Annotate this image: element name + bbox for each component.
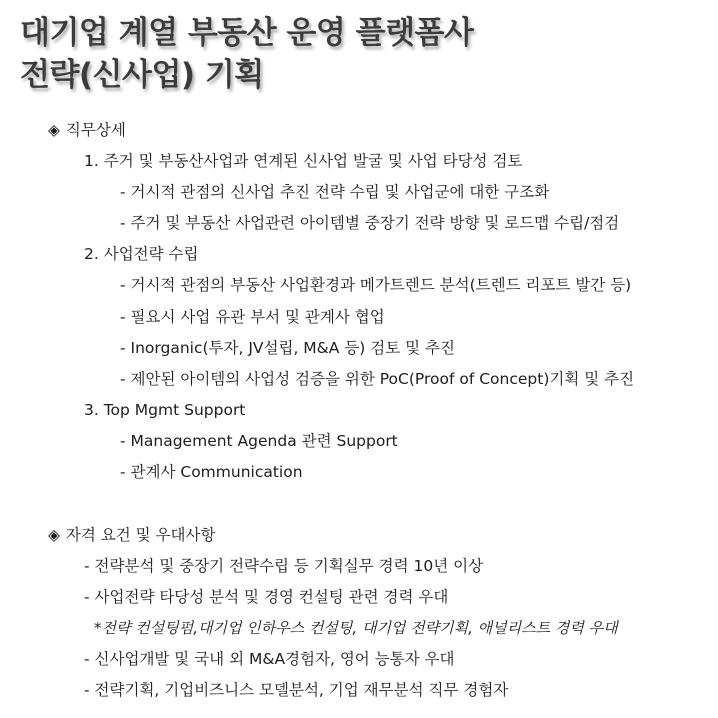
duty-item-3: 3. Top Mgmt Support (84, 401, 246, 419)
page-title-line-2: 전략(신사업) 기획 (20, 57, 264, 93)
duty-item-1-detail: - 주거 및 부동산 사업관련 아이템별 중장기 전략 방향 및 로드맵 수립/점검 (120, 214, 620, 232)
section-heading-qualifications (48, 525, 215, 545)
qualification-item: - 전략분석 및 중장기 전략수립 등 기획실무 경력 10년 이상 (84, 557, 484, 575)
duty-item-1: 1. 주거 및 부동산사업과 연계된 신사업 발굴 및 사업 타당성 검토 (84, 152, 523, 170)
duty-item-2-detail: - 필요시 사업 유관 부서 및 관계사 협업 (120, 308, 385, 326)
duty-item-2-detail: - Inorganic(투자, JV설립, M&A 등) 검토 및 추진 (120, 339, 455, 357)
diamond-bullet-icon: ◈ (48, 121, 60, 139)
section-heading-label: 직무상세 (65, 121, 126, 139)
page-title-line-1: 대기업 계열 부동산 운영 플랫폼사 (20, 15, 474, 51)
duty-item-3-detail: - 관계사 Communication (120, 463, 303, 481)
section-heading-label: 자격 요건 및 우대사항 (65, 526, 216, 544)
duty-item-2-detail: - 거시적 관점의 부동산 사업환경과 메가트렌드 분석(트렌드 리포트 발간 등) (120, 276, 632, 294)
qualification-item: - 신사업개발 및 국내 외 M&A경험자, 영어 능통자 우대 (84, 650, 455, 668)
diamond-bullet-icon: ◈ (48, 526, 60, 544)
qualification-item: - 사업전략 타당성 분석 및 경영 컨설팅 관련 경력 우대 (84, 588, 449, 606)
section-heading-duties (48, 120, 126, 140)
duty-item-3-detail: - Management Agenda 관련 Support (120, 432, 398, 450)
qualification-item: - 전략기획, 기업비즈니스 모델분석, 기업 재무분석 직무 경험자 (84, 681, 509, 699)
duty-item-2: 2. 사업전략 수립 (84, 245, 199, 263)
page-title (20, 12, 473, 96)
qualification-note: *전략 컨설팅펌,대기업 인하우스 컨설팅, 대기업 전략기획, 애널리스트 경력 우대 (94, 619, 618, 637)
duty-item-1-detail: - 거시적 관점의 신사업 추진 전략 수립 및 사업군에 대한 구조화 (120, 183, 550, 201)
duty-item-2-detail: - 제안된 아이템의 사업성 검증을 위한 PoC(Proof of Concept)기획 및 추진 (120, 370, 635, 388)
